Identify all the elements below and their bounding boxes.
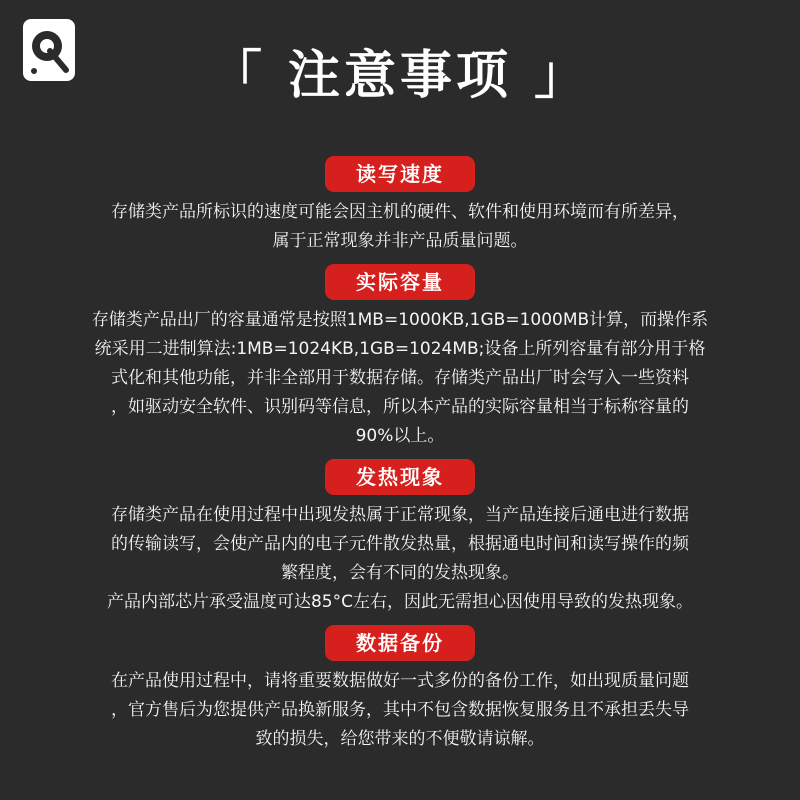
section-heading-badge: 读写速度 — [325, 156, 475, 192]
section-heading-badge: 数据备份 — [325, 625, 475, 661]
paragraph-line: 存储类产品在使用过程中出现发热属于正常现象，当产品连接后通电进行数据 — [111, 505, 689, 525]
notices-content — [0, 156, 800, 762]
section-paragraph — [0, 501, 800, 617]
section-read-write-speed — [0, 156, 800, 256]
paragraph-line: 在产品使用过程中，请将重要数据做好一式多份的备份工作，如出现质量问题 — [111, 671, 689, 691]
section-data-backup — [0, 625, 800, 754]
paragraph-line: 存储类产品所标识的速度可能会因主机的硬件、软件和使用环境而有所差异， — [111, 202, 689, 222]
section-heading-badge: 实际容量 — [325, 264, 475, 300]
paragraph-line: 属于正常现象并非产品质量问题。 — [272, 231, 528, 251]
section-paragraph — [0, 306, 800, 451]
section-paragraph — [0, 198, 800, 256]
section-paragraph — [0, 667, 800, 754]
paragraph-line: 产品内部芯片承受温度可达85°C左右，因此无需担心因使用导致的发热现象。 — [106, 592, 693, 612]
paragraph-line: 的传输读写，会使产品内的电子元件散发热量，根据通电时间和读写操作的频 — [111, 534, 689, 554]
section-heat-phenomenon — [0, 459, 800, 617]
paragraph-line: ，如驱动安全软件、识别码等信息，所以本产品的实际容量相当于标称容量的 — [111, 397, 689, 417]
paragraph-line: ，官方售后为您提供产品换新服务，其中不包含数据恢复服务且不承担丢失导 — [111, 700, 689, 720]
paragraph-line: 90%以上。 — [355, 426, 445, 446]
paragraph-line: 致的损失，给您带来的不便敬请谅解。 — [255, 729, 545, 749]
page-title: 「 注意事项 」 — [209, 46, 591, 106]
paragraph-line: 繁程度，会有不同的发热现象。 — [281, 563, 519, 583]
paragraph-line: 统采用二进制算法:1MB=1024KB,1GB=1024MB;设备上所列容量有部分用于格 — [94, 339, 706, 359]
paragraph-line: 存储类产品出厂的容量通常是按照1MB=1000KB,1GB=1000MB计算，而操作系 — [91, 310, 709, 330]
paragraph-line: 式化和其他功能，并非全部用于数据存储。存储类产品出厂时会写入一些资料 — [111, 368, 689, 388]
section-heading-badge: 发热现象 — [325, 459, 475, 495]
section-actual-capacity — [0, 264, 800, 451]
